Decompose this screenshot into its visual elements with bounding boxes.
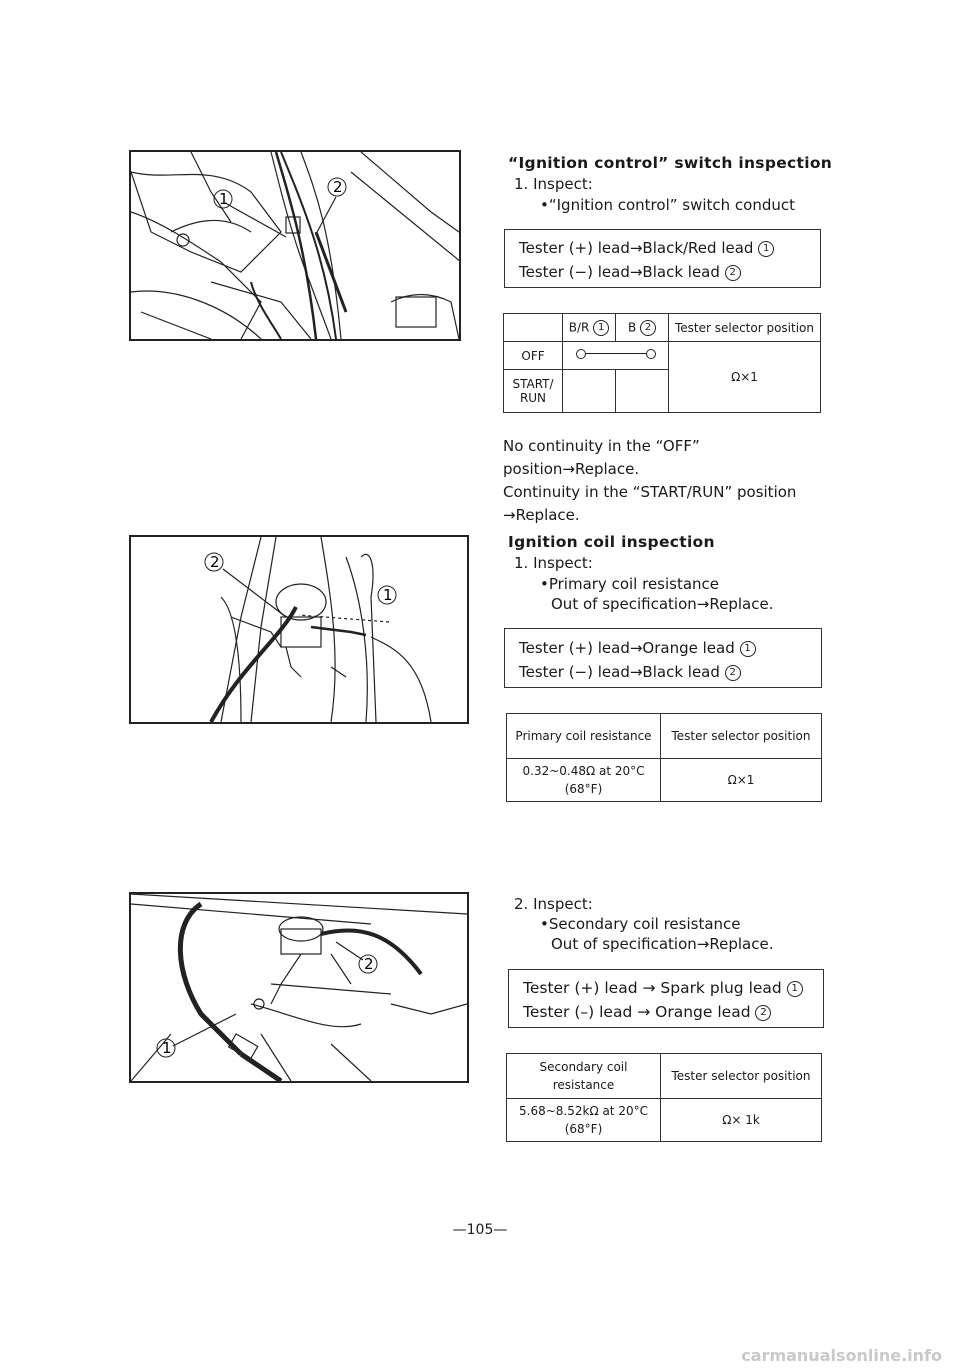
circled-number: 2 (725, 265, 741, 281)
col-br: B/R (568, 320, 590, 334)
callout-2: 2 (210, 553, 220, 571)
switch-tester-box (504, 229, 821, 288)
secondary-selector-value: Ω× 1k (661, 1099, 822, 1142)
primary-selector-value: Ω×1 (661, 759, 822, 802)
tester-line: Tester (–) lead → Orange lead (523, 1003, 751, 1021)
callout-1: 1 (383, 586, 393, 604)
secondary-bullet: •Secondary coil resistance (540, 915, 741, 933)
primary-coil-header: Primary coil resistance (507, 714, 661, 759)
col-b: B (627, 320, 637, 334)
watermark: carmanualsonline.info (741, 1346, 942, 1365)
circled-number: 2 (755, 1005, 771, 1021)
coil-bullet-2: Out of specification→Replace. (551, 595, 774, 613)
note-line: No continuity in the “OFF” position→Replace. (503, 437, 700, 478)
tester-line: Tester (+) lead→Orange lead (519, 639, 735, 657)
circled-number: 1 (758, 241, 774, 257)
tester-line: Tester (+) lead → Spark plug lead (523, 979, 782, 997)
selector-header: Tester selector position (661, 1054, 822, 1099)
switch-step-1: 1. Inspect: (514, 175, 593, 193)
coil-bullet: •Primary coil resistance (540, 575, 720, 593)
callout-1: 1 (219, 190, 229, 208)
callout-1: 1 (162, 1039, 172, 1057)
selector-header: Tester selector position (661, 714, 822, 759)
switch-inspection-figure (129, 150, 461, 341)
circled-number: 1 (740, 641, 756, 657)
secondary-bullet-2: Out of specification→Replace. (551, 935, 774, 953)
coil-step-2: 2. Inspect: (514, 895, 593, 913)
note-line: →Replace. (503, 506, 580, 524)
primary-coil-table (506, 713, 822, 802)
switch-continuity-table (503, 313, 821, 413)
switch-result-note (503, 435, 833, 527)
secondary-coil-header: Secondary coil resistance (507, 1054, 661, 1099)
circled-number: 2 (725, 665, 741, 681)
circled-number: 2 (640, 320, 656, 336)
callout-2: 2 (333, 178, 343, 196)
circled-number: 1 (593, 320, 609, 336)
switch-inspection-heading: “Ignition control” switch inspection (508, 154, 833, 172)
primary-tester-box (504, 628, 822, 688)
switch-bullet: •“Ignition control” switch conduct (540, 196, 796, 214)
page-number: —105— (452, 1222, 508, 1238)
row-start-run: START/ RUN (504, 370, 563, 413)
callout-2: 2 (364, 955, 374, 973)
primary-coil-figure (129, 535, 469, 724)
note-line: Continuity in the “START/RUN” position (503, 483, 797, 501)
circled-number: 1 (787, 981, 803, 997)
coil-step-1: 1. Inspect: (514, 554, 593, 572)
secondary-tester-box (508, 969, 824, 1028)
continuity-connector (576, 348, 656, 360)
tester-line: Tester (−) lead→Black lead (519, 663, 720, 681)
switch-selector-value: Ω×1 (669, 342, 821, 413)
col-selector: Tester selector position (674, 320, 815, 335)
row-off: OFF (504, 342, 563, 370)
primary-coil-value: 0.32~0.48Ω at 20°C (68°F) (507, 759, 661, 802)
secondary-coil-figure (129, 892, 469, 1083)
secondary-coil-table (506, 1053, 822, 1142)
ignition-coil-heading: Ignition coil inspection (508, 533, 715, 551)
tester-line: Tester (−) lead→Black lead (519, 263, 720, 281)
tester-line: Tester (+) lead→Black/Red lead (519, 239, 754, 257)
secondary-coil-value: 5.68~8.52kΩ at 20°C (68°F) (507, 1099, 661, 1142)
